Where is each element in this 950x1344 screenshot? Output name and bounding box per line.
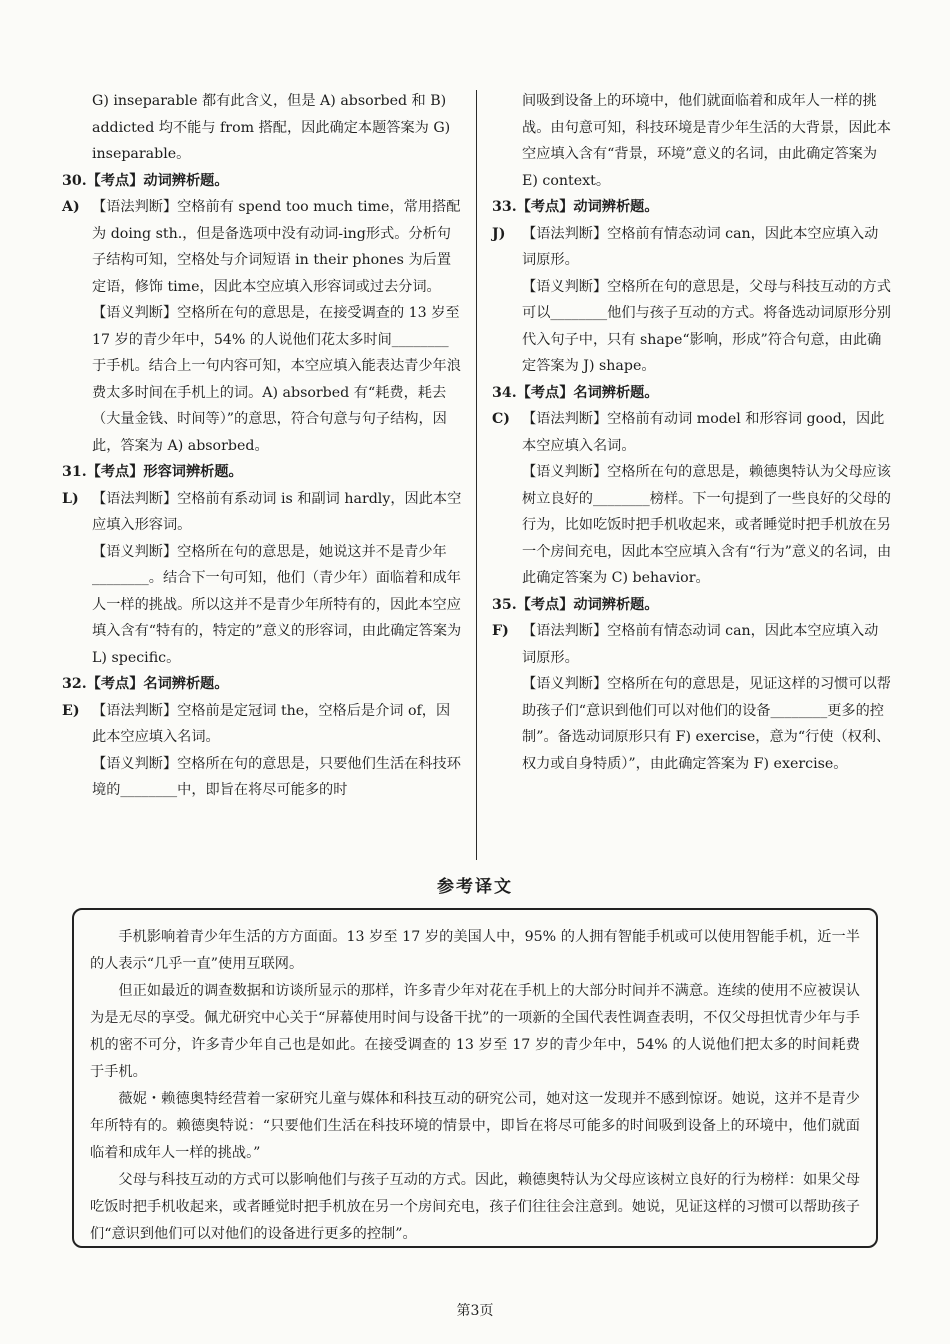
q30-grammar: 【语法判断】空格前有 spend too much time，常用搭配为 doing sth.，但是备选项中没有动词-ing形式。分析句子结构可知，空格处与介词短语 in their phones 为后置定语，修饰 time，因此本空应填入形容词或过去分词。 <box>92 199 461 295</box>
q32-answer-letter: E) <box>62 702 80 719</box>
page-number: 第3页 <box>456 1303 494 1319</box>
q31-header: 31.【考点】形容词辨析题。 <box>62 464 243 480</box>
q34-header: 34.【考点】名词辨析题。 <box>492 384 659 401</box>
q31-answer-letter: L) <box>62 490 79 507</box>
q35-grammar: 【语法判断】空格前有情态动词 can，因此本空应填入动词原形。 <box>522 623 879 666</box>
q30-header: 30.【考点】动词辨析题。 <box>62 172 229 189</box>
translation-paragraph: 薇妮・赖德奥特经营着一家研究儿童与媒体和科技互动的研究公司，她对这一发现并不感到惊讶。她说，这并不是青少年所特有的。赖德奥特说：“只要他们生活在科技环境的情景中，即旨在将尽可能多的时间吸到设备上的环境中，他们就面临着和成年人一样的挑战。” <box>90 1091 860 1161</box>
question-34 <box>492 380 892 592</box>
question-31 <box>62 459 462 671</box>
answer-continuation <box>62 88 462 168</box>
question-33 <box>492 194 892 380</box>
q33-grammar: 【语法判断】空格前有情态动词 can，因此本空应填入动词原形。 <box>522 225 879 268</box>
question-32 <box>62 671 462 804</box>
q30-answer-letter: A) <box>62 199 80 215</box>
translation-paragraph: 手机影响着青少年生活的方方面面。13 岁至 17 岁的美国人中，95% 的人拥有智能手机或可以使用智能手机，近一半的人表示“几乎一直”使用互联网。 <box>90 929 860 972</box>
q31-grammar: 【语法判断】空格前有系动词 is 和副词 hardly，因此本空应填入形容词。 <box>92 490 462 533</box>
left-column <box>62 88 462 804</box>
translation-paragraph: 但正如最近的调查数据和访谈所显示的那样，许多青少年对花在手机上的大部分时间并不满意。连续的使用不应被误认为是无尽的享受。佩尤研究中心关于“屏幕使用时间与设备干扰”的一项新的全国代表性调查表明，不仅父母担忧青少年与手机的密不可分，许多青少年自己也是如此。在接受调查的 13 岁至 17 岁的青少年中，54% 的人说他们把太多的时间耗费于手机。 <box>90 983 860 1080</box>
translation-box <box>72 908 878 1248</box>
q33-meaning: 【语义判断】空格所在句的意思是，父母与科技互动的方式可以________他们与孩子互动的方式。将备选动词原形分别代入句子中，只有 shape“影响，形成”符合句意，由此确定答案为 J) shape。 <box>522 278 891 374</box>
q33-answer-letter: J) <box>492 225 506 242</box>
translation-title: 参考译文 <box>437 877 513 897</box>
q32-continuation <box>492 88 892 194</box>
q34-grammar: 【语法判断】空格前有动词 model 和形容词 good，因此本空应填入名词。 <box>522 411 885 454</box>
q35-answer-letter: F) <box>492 623 509 639</box>
q32-grammar: 【语法判断】空格前是定冠词 the，空格后是介词 of，因此本空应填入名词。 <box>92 702 451 745</box>
continuation-text-right: 间吸到设备上的环境中，他们就面临着和成年人一样的挑战。由句意可知，科技环境是青少年生活的大背景，因此本空应填入含有“背景，环境”意义的名词，由此确定答案为 E) context。 <box>522 93 891 189</box>
q30-meaning: 【语义判断】空格所在句的意思是，在接受调查的 13 岁至 17 岁的青少年中，54% 的人说他们花太多时间________于手机。结合上一句内容可知，本空应填入能表达青少年浪费太多时间在手机上的词。A) absorbed 有“耗费，耗去（大量金钱、时间等）”的意思，符合句意与句子结构，因此，答案为 A) absorbed。 <box>92 305 461 454</box>
continuation-text: G) inseparable 都有此含义，但是 A) absorbed 和 B) addicted 均不能与 from 搭配，因此确定本题答案为 G) inseparable。 <box>92 93 451 162</box>
q33-header: 33.【考点】动词辨析题。 <box>492 199 659 215</box>
q32-meaning: 【语义判断】空格所在句的意思是，只要他们生活在科技环境的________中，即旨在将尽可能多的时 <box>92 755 461 798</box>
question-35 <box>492 592 892 778</box>
q32-header: 32.【考点】名词辨析题。 <box>62 676 229 692</box>
q35-meaning: 【语义判断】空格所在句的意思是，见证这样的习惯可以帮助孩子们“意识到他们可以对他们的设备________更多的控制”。备选动词原形只有 F) exercise，意为“行使（权利、权力或自身特质）”，由此确定答案为 F) exercise。 <box>522 676 891 772</box>
q31-meaning: 【语义判断】空格所在句的意思是，她说这并不是青少年________。结合下一句可知，他们（青少年）面临着和成年人一样的挑战。所以这并不是青少年所特有的，因此本空应填入含有“特有的，特定的”意义的形容词，由此确定答案为 L) specific。 <box>92 543 462 666</box>
column-divider <box>476 90 477 860</box>
q35-header: 35.【考点】动词辨析题。 <box>492 596 659 613</box>
q34-answer-letter: C) <box>492 411 511 427</box>
question-30 <box>62 168 462 460</box>
translation-paragraph: 父母与科技互动的方式可以影响他们与孩子互动的方式。因此，赖德奥特认为父母应该树立良好的行为榜样：如果父母吃饭时把手机收起来，或者睡觉时把手机放在另一个房间充电，孩子们往往会注意到。她说，见证这样的习惯可以帮助孩子们“意识到他们可以对他们的设备进行更多的控制”。 <box>90 1172 860 1242</box>
right-column <box>492 88 892 777</box>
q34-meaning: 【语义判断】空格所在句的意思是，赖德奥特认为父母应该树立良好的________榜样。下一句提到了一些良好的父母的行为，比如吃饭时把手机收起来，或者睡觉时把手机放在另一个房间充电，因此本空应填入含有“行为”意义的名词，由此确定答案为 C) behavior。 <box>522 464 892 586</box>
